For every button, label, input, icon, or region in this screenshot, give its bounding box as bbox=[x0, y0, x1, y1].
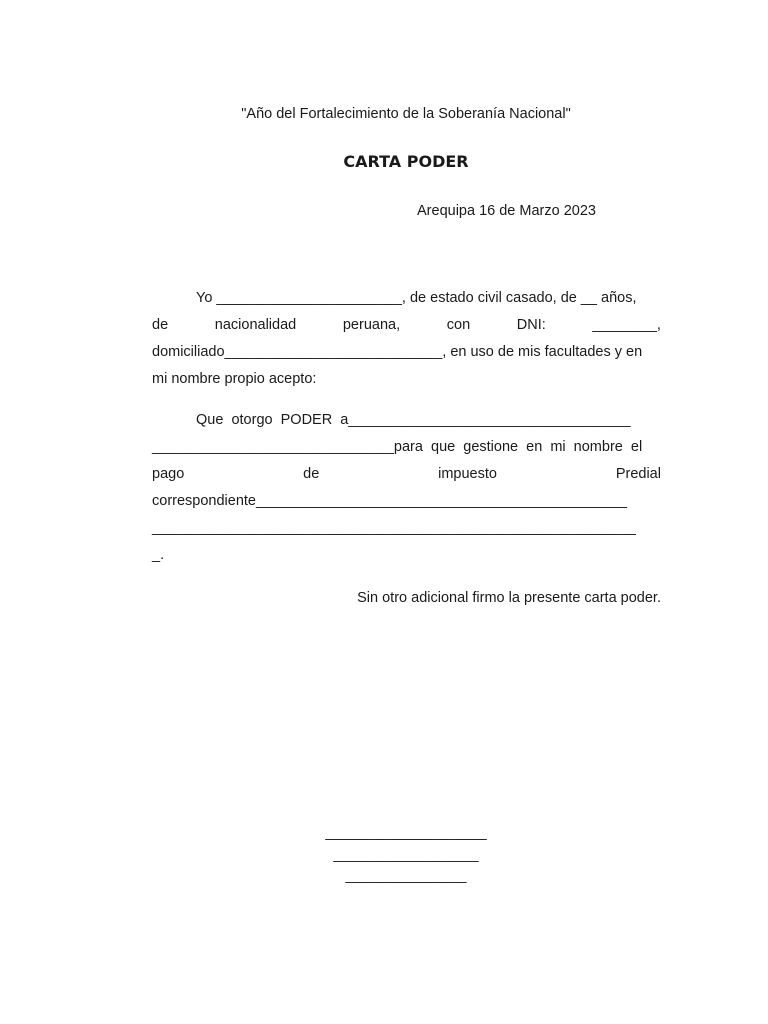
year-slogan: "Año del Fortalecimiento de la Soberanía Nacional" bbox=[241, 106, 571, 122]
paragraph-declarant bbox=[152, 285, 661, 393]
paragraph-line: mi nombre propio acepto: bbox=[152, 371, 317, 387]
word: DNI: bbox=[516, 317, 546, 333]
closing-statement: Sin otro adicional firmo la presente carta poder. bbox=[357, 590, 661, 606]
paragraph-line-justified bbox=[152, 461, 661, 488]
word: pago bbox=[152, 466, 185, 482]
word: nacionalidad bbox=[214, 317, 297, 333]
signature-line: __________________ bbox=[333, 847, 479, 863]
place-and-date: Arequipa 16 de Marzo 2023 bbox=[417, 203, 596, 219]
document-title: CARTA PODER bbox=[343, 152, 469, 171]
paragraph-line: correspondiente______________________________________________ bbox=[152, 493, 627, 509]
paragraph-line: _. bbox=[152, 547, 165, 563]
word: Predial bbox=[615, 466, 661, 482]
word: impuesto bbox=[438, 466, 497, 482]
signature-line: ____________________ bbox=[325, 825, 487, 841]
paragraph-line: ____________________________________________________________ bbox=[152, 520, 636, 536]
word: de bbox=[152, 317, 169, 333]
word: de bbox=[303, 466, 320, 482]
paragraph-line: Que otorgo PODER a___________________________________ bbox=[196, 412, 631, 428]
word: ________, bbox=[592, 317, 661, 333]
paragraph-line-justified bbox=[152, 312, 661, 339]
paragraph-line: Yo _______________________, de estado civil casado, de __ años, bbox=[196, 290, 637, 306]
paragraph-line: ______________________________para que gestione en mi nombre el bbox=[152, 439, 643, 455]
word: con bbox=[446, 317, 471, 333]
paragraph-grant-power bbox=[152, 407, 661, 569]
signature-line: _______________ bbox=[345, 868, 467, 884]
word: peruana, bbox=[342, 317, 401, 333]
paragraph-line: domiciliado___________________________, en uso de mis facultades y en bbox=[152, 344, 643, 360]
